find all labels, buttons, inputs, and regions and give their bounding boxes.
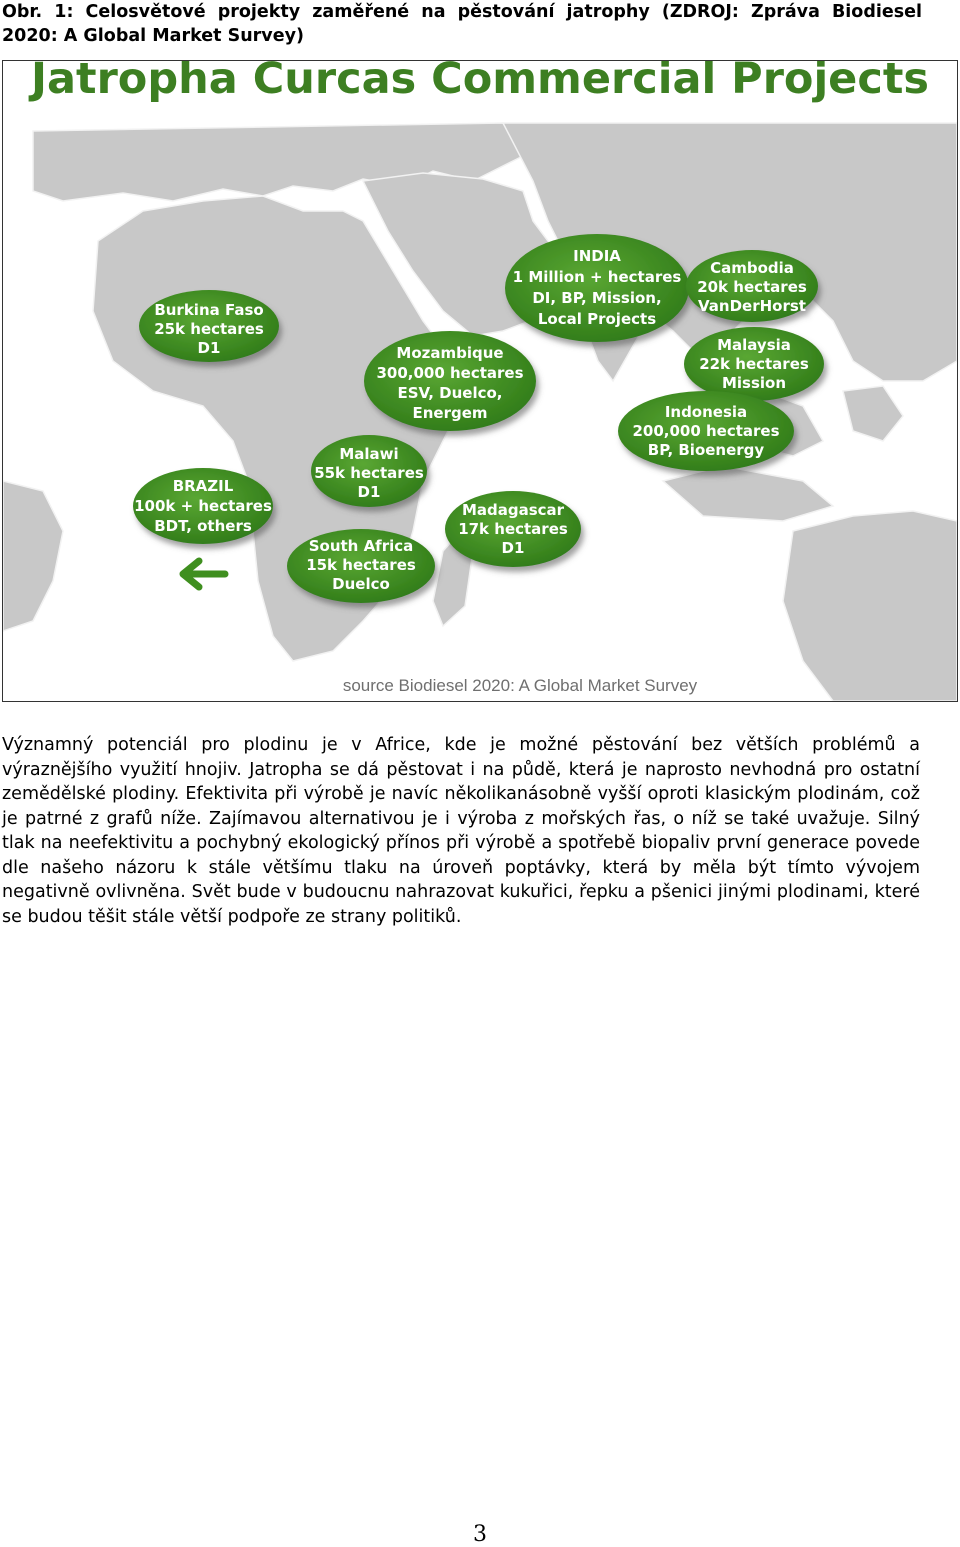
svg-text:INDIA: INDIA bbox=[573, 247, 621, 265]
svg-text:20k hectares: 20k hectares bbox=[697, 278, 807, 296]
svg-text:ESV, Duelco,: ESV, Duelco, bbox=[397, 384, 503, 402]
body-paragraph: Významný potenciál pro plodinu je v Africe, kde je možné pěstování bez větších problémů a výraznějšího využití hnojiv. Jatropha se dá pěstovat i na půdě, která je naprosto nevhodná pro ostatní zemědělské plodiny. Efektivita při výrobě je navíc několikanásobně vyšší oproti klasickým plodinám, což je patrné z grafů níže. Zajímavou alternativou je i výroba z mořských řas, o níž se také uvažuje. Silný tlak na neefektivitu a pochybný ekologický přínos při výrobě a spotřebě biopaliv první generace povede dle našeho názoru k stále většímu tlaku na úroveň poptávky, která by měla být tímto vývojem negativně ovlivněna. Svět bude v budoucnu nahrazovat kukuřici, řepku a pšenici jinými plodinami, které se budou těšit stále větší podpoře ze strany politiků. bbox=[2, 735, 920, 927]
figure-caption: Obr. 1: Celosvětové projekty zaměřené na pěstování jatrophy (ZDROJ: Zpráva Biodiesel 2020: A Global Market Survey) bbox=[2, 2, 922, 46]
jatropha-map-figure bbox=[2, 60, 958, 702]
project-bubble-burkina-faso bbox=[139, 290, 279, 362]
svg-text:300,000 hectares: 300,000 hectares bbox=[376, 364, 524, 382]
project-bubble-brazil bbox=[133, 468, 273, 544]
svg-text:BP, Bioenergy: BP, Bioenergy bbox=[647, 441, 765, 459]
svg-text:VanDerHorst: VanDerHorst bbox=[698, 297, 806, 315]
svg-text:22k hectares: 22k hectares bbox=[699, 355, 809, 373]
project-bubble-mozambique bbox=[364, 331, 536, 431]
svg-text:Madagascar: Madagascar bbox=[461, 501, 565, 519]
svg-text:25k hectares: 25k hectares bbox=[154, 320, 264, 338]
svg-text:Indonesia: Indonesia bbox=[664, 403, 748, 421]
map-source: source Biodiesel 2020: A Global Market Survey bbox=[342, 676, 698, 695]
svg-text:D1: D1 bbox=[501, 539, 525, 557]
svg-text:BRAZIL: BRAZIL bbox=[172, 477, 234, 495]
svg-text:55k hectares: 55k hectares bbox=[314, 464, 424, 482]
svg-text:D1: D1 bbox=[357, 483, 381, 501]
svg-text:Malaysia: Malaysia bbox=[717, 336, 791, 354]
project-bubble-indonesia bbox=[618, 391, 794, 471]
project-bubble-cambodia bbox=[686, 250, 818, 322]
svg-text:Duelco: Duelco bbox=[332, 575, 390, 593]
svg-text:17k hectares: 17k hectares bbox=[458, 520, 568, 538]
svg-text:100k + hectares: 100k + hectares bbox=[134, 497, 272, 515]
page-number: 3 bbox=[473, 1522, 487, 1547]
svg-text:Burkina Faso: Burkina Faso bbox=[154, 301, 264, 319]
svg-text:Malawi: Malawi bbox=[339, 445, 399, 463]
svg-text:Mozambique: Mozambique bbox=[396, 344, 504, 362]
svg-text:200,000 hectares: 200,000 hectares bbox=[632, 422, 780, 440]
project-bubble-india bbox=[505, 234, 689, 342]
world-map bbox=[3, 61, 957, 701]
svg-text:South Africa: South Africa bbox=[308, 537, 414, 555]
svg-text:BDT, others: BDT, others bbox=[154, 517, 252, 535]
left-arrow-icon bbox=[183, 561, 225, 587]
svg-text:Energem: Energem bbox=[412, 404, 488, 422]
project-bubble-malawi bbox=[311, 435, 427, 507]
svg-text:1 Million + hectares: 1 Million + hectares bbox=[512, 268, 682, 286]
svg-text:D1: D1 bbox=[197, 339, 221, 357]
project-bubble-madagascar bbox=[445, 491, 581, 567]
svg-text:Local Projects: Local Projects bbox=[537, 310, 657, 328]
map-title: Jatropha Curcas Commercial Projects bbox=[31, 61, 929, 104]
svg-text:15k hectares: 15k hectares bbox=[306, 556, 416, 574]
project-bubble-malaysia bbox=[684, 327, 824, 401]
project-bubble-south-africa bbox=[287, 529, 435, 603]
svg-text:DI, BP, Mission,: DI, BP, Mission, bbox=[532, 289, 662, 307]
svg-text:Mission: Mission bbox=[721, 374, 787, 392]
svg-text:Cambodia: Cambodia bbox=[710, 259, 794, 277]
